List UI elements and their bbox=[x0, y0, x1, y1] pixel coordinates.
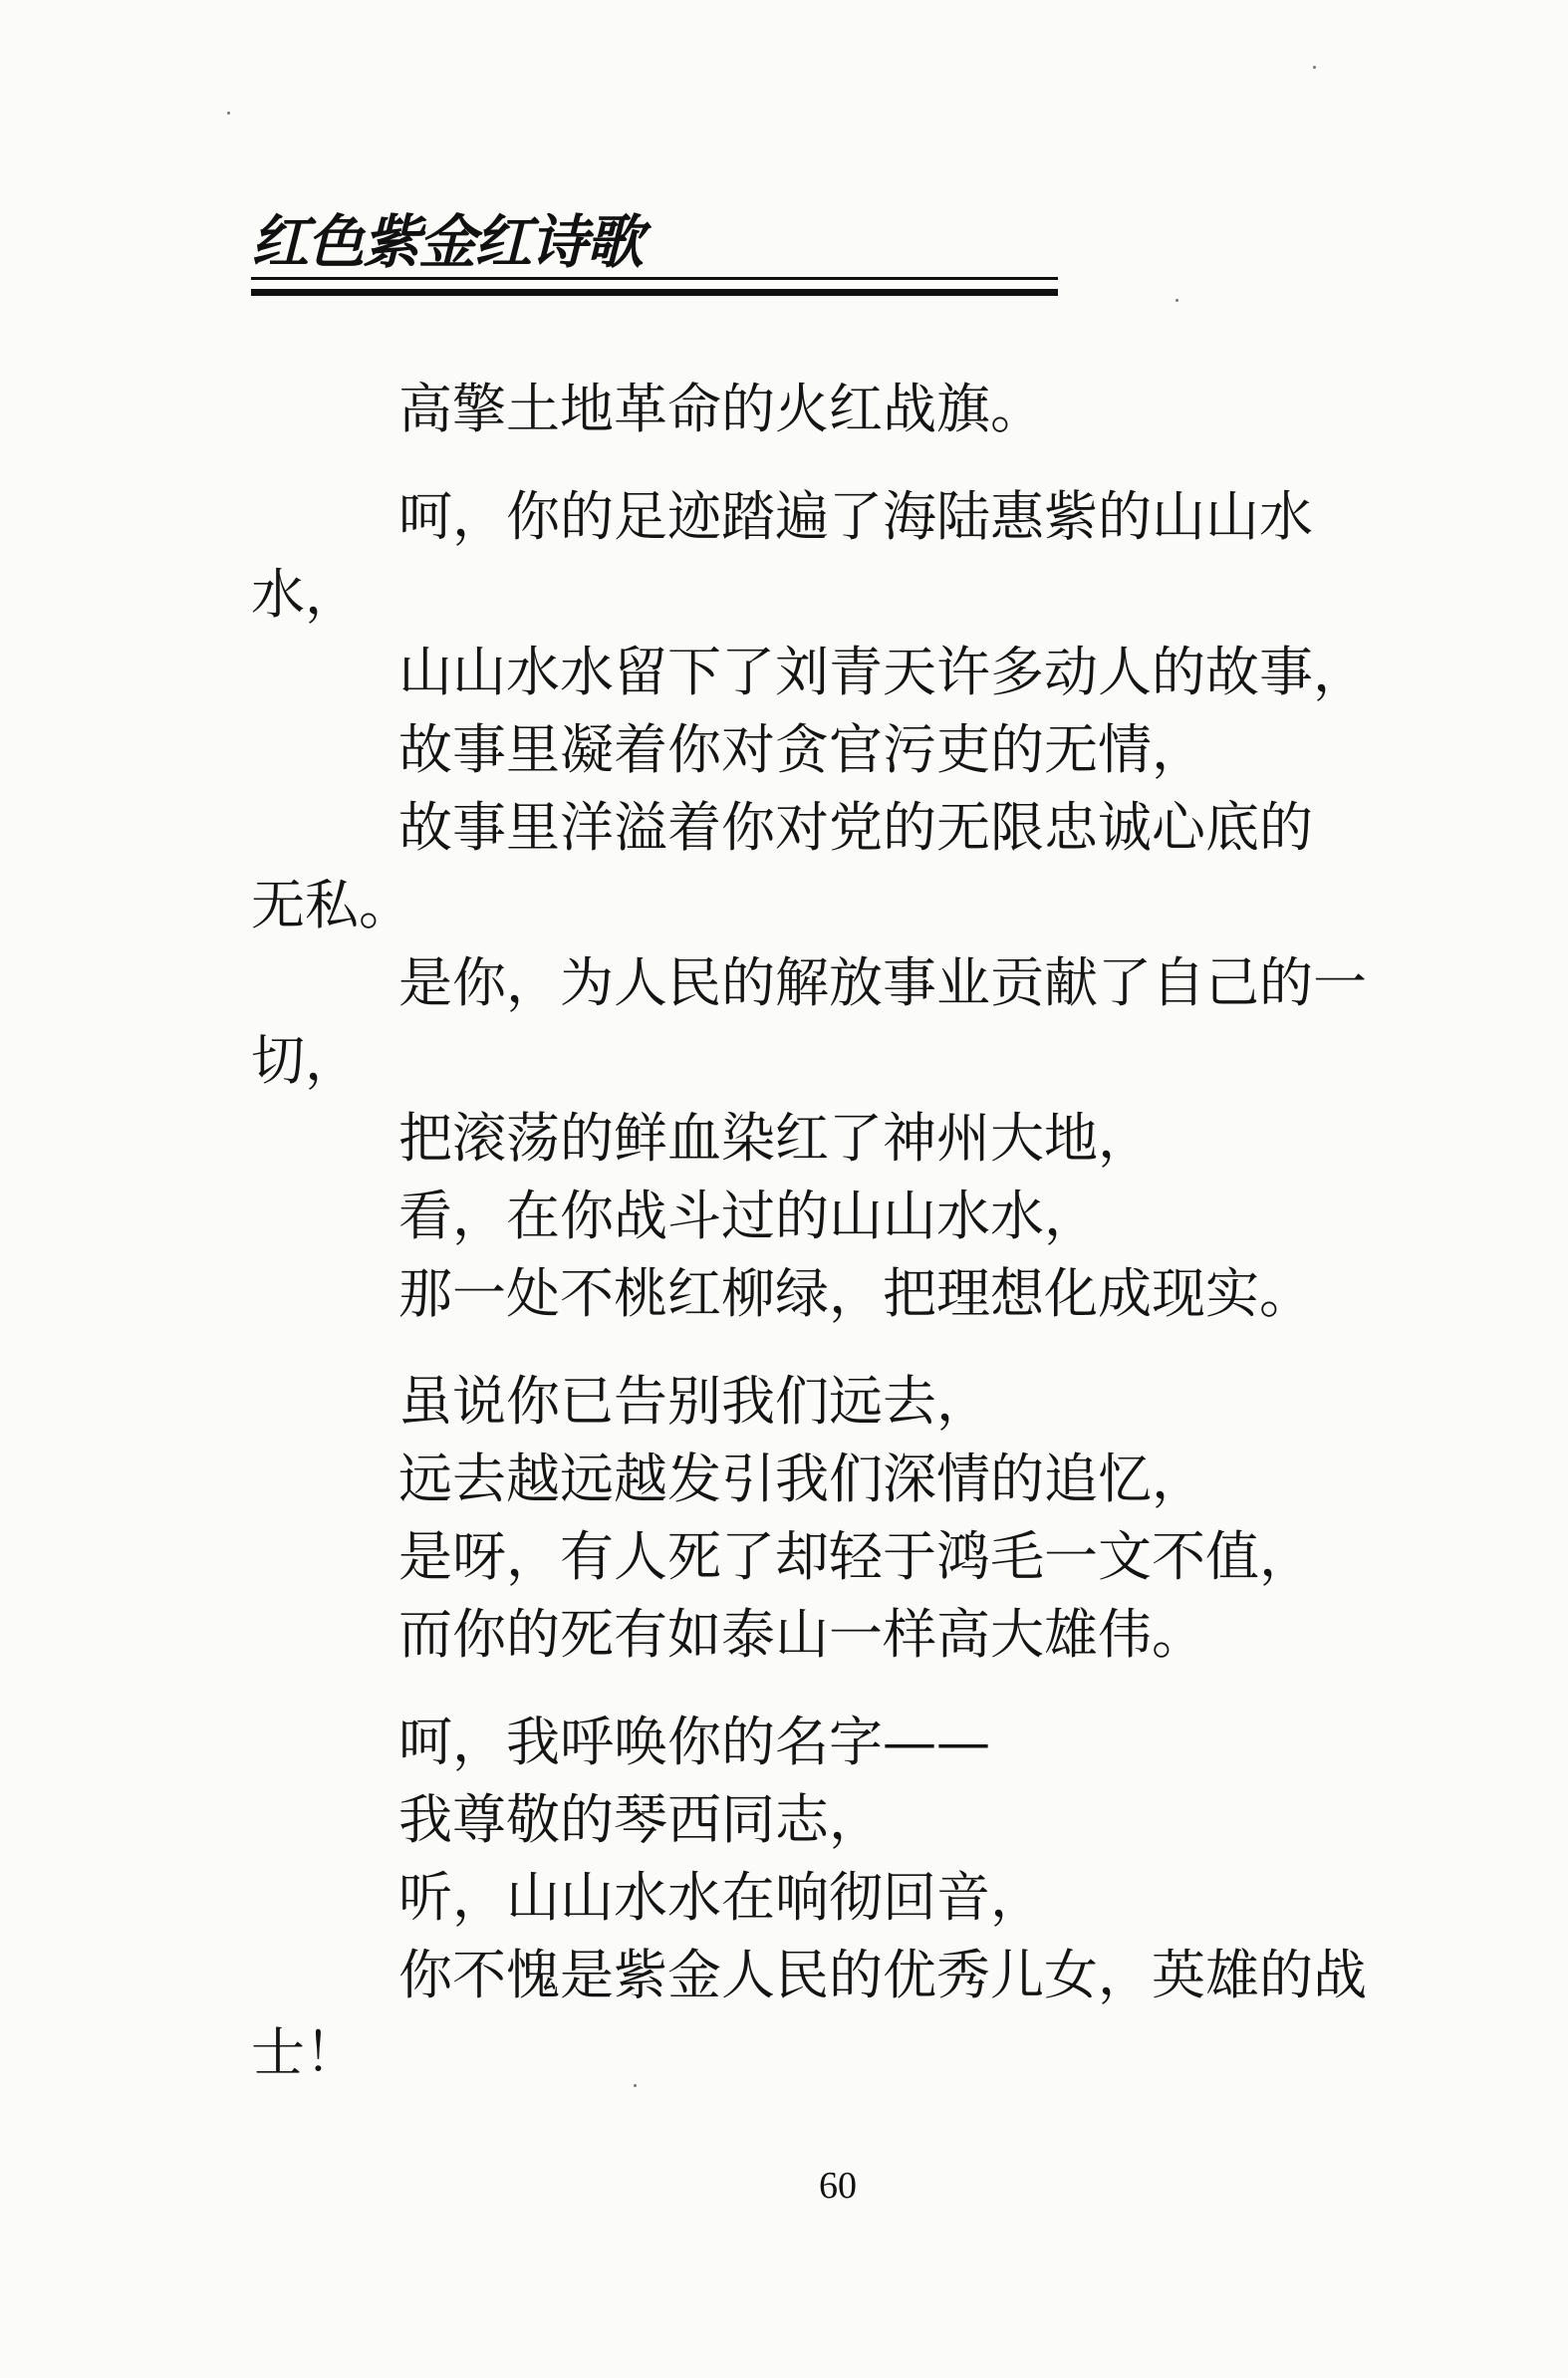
paper-speck bbox=[1176, 299, 1178, 302]
stanza bbox=[251, 1704, 1446, 2092]
poem-line: 把滚荡的鲜血染红了神州大地， bbox=[398, 1107, 1152, 1170]
poem-body bbox=[251, 371, 1446, 2122]
poem-line: 而你的死有如泰山一样高大雄伟。 bbox=[398, 1603, 1205, 1666]
poem-line: 虽说你已告别我们远去， bbox=[398, 1370, 990, 1433]
poem-line: 看，在你战斗过的山山水水， bbox=[398, 1185, 1098, 1247]
poem-line: 听，山山水水在响彻回音， bbox=[398, 1866, 1044, 1929]
poem-line: 无私。 bbox=[251, 874, 412, 936]
poem-line: 呵，你的足迹踏遍了海陆惠紫的山山水 bbox=[398, 485, 1313, 548]
page-number: 60 bbox=[819, 2165, 857, 2207]
poem-line: 故事里洋溢着你对党的无限忠诚心底的 bbox=[398, 796, 1313, 859]
header-rule-thick bbox=[251, 289, 1058, 296]
poem-line: 高擎土地革命的火红战旗。 bbox=[398, 378, 1044, 440]
poem-line: 是呀，有人死了却轻于鸿毛一文不值， bbox=[398, 1525, 1313, 1588]
poem-line: 水， bbox=[251, 563, 359, 626]
running-header-title: 红色紫金红诗歌 bbox=[251, 208, 643, 276]
poem-line: 士！ bbox=[251, 2021, 359, 2084]
poem-line: 故事里凝着你对贪官污吏的无情， bbox=[398, 718, 1205, 781]
poem-line: 你不愧是紫金人民的优秀儿女，英雄的战 bbox=[398, 1944, 1367, 2006]
poem-line: 山山水水留下了刘青天许多动人的故事， bbox=[398, 641, 1367, 703]
stanza bbox=[251, 1363, 1446, 1674]
poem-line: 那一处不桃红柳绿，把理想化成现实。 bbox=[398, 1262, 1313, 1325]
poem-line: 远去越远越发引我们深情的追忆， bbox=[398, 1448, 1205, 1510]
poem-line: 呵，我呼唤你的名字—— bbox=[398, 1711, 990, 1773]
header-rule-thin bbox=[251, 277, 1058, 280]
poem-line: 切， bbox=[251, 1029, 359, 1092]
poem-line: 是你，为人民的解放事业贡献了自己的一 bbox=[398, 951, 1367, 1014]
poem-line: 我尊敬的琴西同志， bbox=[398, 1788, 883, 1851]
stanza bbox=[251, 478, 1446, 1333]
paper-speck bbox=[1313, 66, 1316, 69]
paper-speck bbox=[634, 2084, 637, 2087]
paper-speck bbox=[227, 112, 230, 115]
stanza bbox=[251, 371, 1446, 448]
